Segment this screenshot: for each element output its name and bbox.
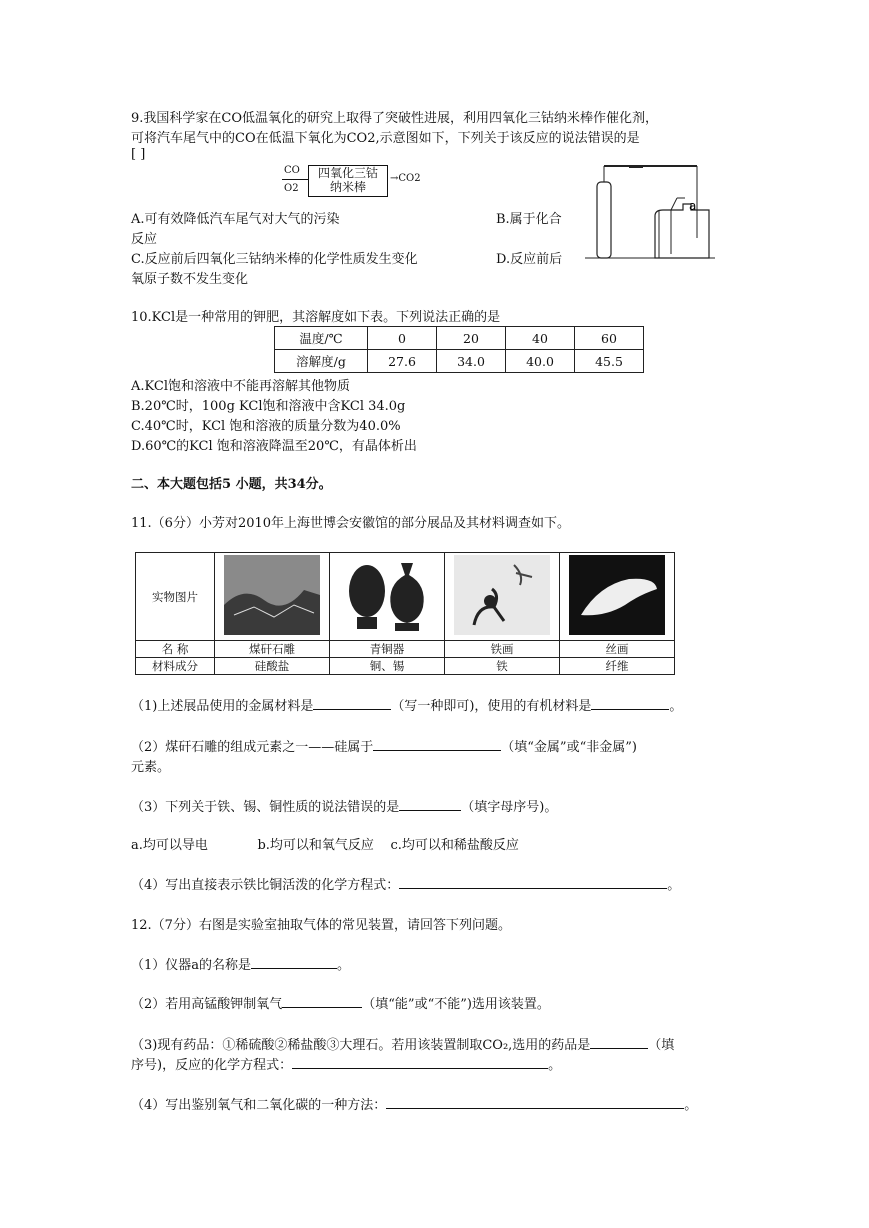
q11-p4-end: 。: [667, 878, 681, 893]
table-cell: 34.0: [437, 350, 506, 373]
q12-p1-text: （1）仪器a的名称是: [131, 958, 252, 973]
q11-p1-text: （1)上述展品使用的金属材料是: [131, 699, 314, 714]
answer-blank[interactable]: [313, 697, 391, 710]
q10-option-c: C.40℃时，KCl 饱和溶液的质量分数为40.0%: [131, 419, 401, 434]
q10-stem: 10.KCl是一种常用的钾肥，其溶解度如下表。下列说法正确的是: [131, 310, 501, 325]
exhibit-photo-cell: [445, 553, 560, 641]
diagram-output-co2: →CO2: [390, 173, 421, 184]
q12-part3-cont: [131, 1054, 561, 1073]
table-cell: 纤维: [560, 658, 675, 675]
catalyst-box: [308, 165, 388, 197]
q12-p4-end: 。: [684, 1098, 698, 1113]
catalyst-label-2: 纳米棒: [329, 180, 366, 194]
answer-blank[interactable]: [386, 1096, 684, 1109]
q11-part1: [131, 695, 682, 714]
table-cell: 温度/℃: [275, 327, 368, 350]
answer-blank[interactable]: [590, 1036, 648, 1049]
q12-p2-text-2: （填“能”或“不能”)选用该装置。: [362, 997, 550, 1012]
iron-painting-image: [454, 555, 550, 635]
q11-p1-text-2: （写一种即可)，使用的有机材料是: [391, 699, 592, 714]
table-cell: 青铜器: [330, 641, 445, 658]
table-cell: 材料成分: [136, 658, 215, 675]
answer-blank[interactable]: [591, 697, 669, 710]
q12-p3-text-2: （填: [648, 1038, 675, 1053]
q9-line2: 可将汽车尾气中的CO在低温下氧化为CO2,示意图如下，下列关于该反应的说法错误的是: [131, 131, 640, 146]
q11-p3-text: （3）下列关于铁、锡、铜性质的说法错误的是: [131, 800, 400, 815]
q9-option-b-cont: 反应: [131, 232, 158, 247]
q9-option-c: C.反应前后四氧化三钴纳米棒的化学性质发生变化: [131, 252, 418, 267]
table-cell: 0: [368, 327, 437, 350]
answer-blank[interactable]: [292, 1056, 548, 1069]
q9-option-a: A.可有效降低汽车尾气对大气的污染: [131, 212, 340, 227]
q12-p2-text: （2）若用高锰酸钾制氧气: [131, 997, 283, 1012]
q11-p4-text: （4）写出直接表示铁比铜活泼的化学方程式：: [131, 878, 400, 893]
table-row: [136, 658, 675, 675]
exhibit-photo-cell: [330, 553, 445, 641]
table-row: [136, 553, 675, 641]
q11-p2-text-2: （填“金属”或“非金属”): [501, 740, 637, 755]
q12-p3-text: （3)现有药品：①稀硫酸②稀盐酸③大理石。若用该装置制取CO₂,选用的药品是: [131, 1038, 591, 1053]
table-cell: 名 称: [136, 641, 215, 658]
table-row: [275, 327, 644, 350]
answer-blank[interactable]: [399, 876, 667, 889]
section-heading: 二、本大题包括5 小题，共34分。: [131, 477, 332, 492]
q12-p1-end: 。: [337, 958, 351, 973]
gas-apparatus-drawing: [585, 158, 715, 262]
bronze-ware-image: [339, 555, 435, 635]
exhibit-table: [135, 552, 675, 675]
table-cell: 溶解度/g: [275, 350, 368, 373]
q11-p2-cont: 元素。: [131, 760, 171, 775]
answer-blank[interactable]: [251, 956, 337, 969]
q11-part3: [131, 796, 557, 815]
diagram-input-co: CO: [284, 165, 300, 176]
table-cell: 实物图片: [136, 553, 215, 641]
q12-p3-end: 。: [548, 1058, 562, 1073]
q12-p3-text-3: 序号)，反应的化学方程式：: [131, 1058, 293, 1073]
q11-stem: 11.（6分）小芳对2010年上海世博会安徽馆的部分展品及其材料调查如下。: [131, 516, 571, 531]
q12-part3: [131, 1034, 674, 1053]
q9-option-b: B.属于化合: [496, 212, 562, 227]
diagram-input-o2: O2: [284, 183, 299, 194]
q10-option-b: B.20℃时，100g KCl饱和溶液中含KCl 34.0g: [131, 399, 406, 414]
table-cell: 铁画: [445, 641, 560, 658]
catalyst-label-1: 四氧化三钴: [317, 166, 378, 180]
exhibit-photo-cell: [215, 553, 330, 641]
answer-blank[interactable]: [282, 995, 362, 1008]
reaction-diagram: [282, 163, 422, 199]
q12-part4: [131, 1094, 697, 1113]
q9-option-d: D.反应前后: [496, 252, 563, 267]
q10-option-a: A.KCl饱和溶液中不能再溶解其他物质: [131, 379, 350, 394]
table-cell: 60: [575, 327, 644, 350]
table-cell: 丝画: [560, 641, 675, 658]
table-cell: 铜、锡: [330, 658, 445, 675]
q11-p3-options: a.均可以导电 b.均可以和氧气反应 c.均可以和稀盐酸反应: [131, 838, 519, 853]
apparatus-label-a: a: [689, 199, 697, 213]
q9-bracket: [ ]: [131, 147, 146, 162]
table-cell: 45.5: [575, 350, 644, 373]
table-cell: 硅酸盐: [215, 658, 330, 675]
q11-p3-text-2: （填字母序号)。: [461, 800, 558, 815]
exhibit-photo-cell: [560, 553, 675, 641]
q11-part2: [131, 736, 637, 755]
table-cell: 40: [506, 327, 575, 350]
table-cell: 煤矸石雕: [215, 641, 330, 658]
q12-p4-text: （4）写出鉴别氧气和二氧化碳的一种方法：: [131, 1098, 387, 1113]
q11-p1-end: 。: [669, 699, 683, 714]
answer-blank[interactable]: [373, 738, 501, 751]
answer-blank[interactable]: [399, 798, 461, 811]
diagram-input-line: [282, 179, 308, 180]
table-cell: 20: [437, 327, 506, 350]
coal-gangue-carving-image: [224, 555, 320, 635]
table-cell: 40.0: [506, 350, 575, 373]
q9-line1: 9.我国科学家在CO低温氧化的研究上取得了突破性进展，利用四氧化三钴纳米棒作催化剂，: [131, 111, 659, 126]
q11-p2-text: （2）煤矸石雕的组成元素之一——硅属于: [131, 740, 374, 755]
table-cell: 铁: [445, 658, 560, 675]
q12-stem: 12.（7分）右图是实验室抽取气体的常见装置，请回答下列问题。: [131, 918, 511, 933]
table-row: [275, 350, 644, 373]
q11-part4: [131, 874, 680, 893]
q10-option-d: D.60℃的KCl 饱和溶液降温至20℃，有晶体析出: [131, 439, 417, 454]
table-row: [136, 641, 675, 658]
q9-option-d-cont: 氧原子数不发生变化: [131, 272, 249, 287]
silk-painting-image: [569, 555, 665, 635]
q12-part1: [131, 954, 350, 973]
solubility-table: [274, 326, 644, 373]
table-cell: 27.6: [368, 350, 437, 373]
q12-part2: [131, 993, 550, 1012]
